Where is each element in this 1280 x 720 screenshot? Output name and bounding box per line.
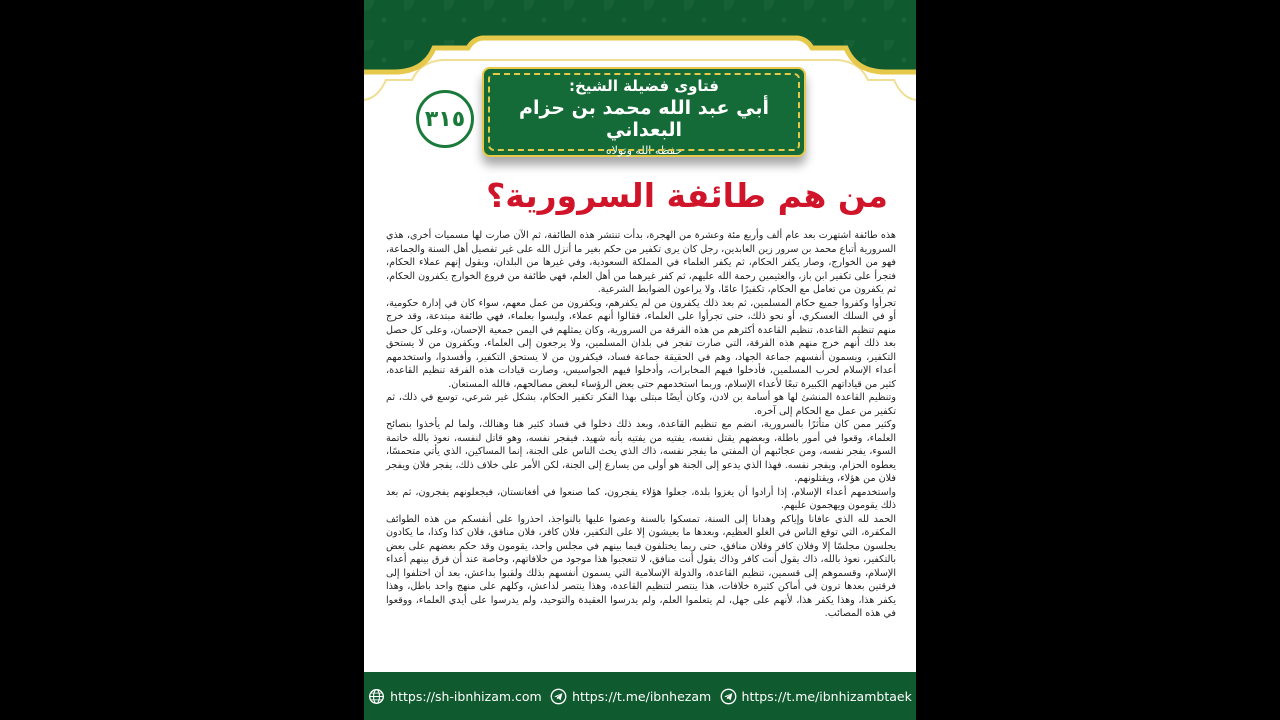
title-plaque xyxy=(482,67,806,157)
fatwa-page xyxy=(364,0,916,720)
answer-body xyxy=(386,229,896,621)
link-text: https://t.me/ibnhezam xyxy=(572,688,712,704)
link-text: https://sh-ibnhizam.com xyxy=(390,688,542,704)
paragraph: واستخدمهم أعداء الإسلام، إذا أرادوا أن يغزوا بلدة، جعلوا هؤلاء يفجرون، كما صنعوا في أفغانستان، فيجعلونهم يفجرون، ثم بعد ذلك يقومون ويهجمون عليهم. xyxy=(386,486,896,511)
paragraph: هذه طائفة اشتهرت بعد عام ألف وأربع مئة وعشرة من الهجرة، بدأت تنتشر هذه الطائفة، ثم الآن صارت لها مسميات أخرى، هذي السرورية أتباع محمد بن سرور زين العابدين، رجل كان يرى تكفير من حكم بغير ما أنزل الله على غير تفصيل أهل السنة والجماعة، فهو من الخوارج، وصار يكفر الحكام، ثم يكفر العلماء في المملكة السعودية، وفي غيرها من البلدان، ويقول إنهم عملاء الحكام، فتجرأ على تكفير ابن باز، والعثيمين رحمة الله عليهم، ثم كفر غيرهما من أهل العلم، فهي طائفة من فروع الخوارج يكفرون الحكام، ثم يكفرون من تعامل مع الحكام، تكفيرًا عامًا، ولا يراعون الضوابط الشرعية. xyxy=(386,230,896,295)
telegram-link-1[interactable] xyxy=(550,688,711,705)
link-text: https://t.me/ibnhizambtaek xyxy=(741,688,912,704)
paragraph: وتنظيم القاعدة المنشئ لها هو أسامة بن لادن، وكان أيضًا مبتلى بهذا الفكر تكفير الحكام، بشكل غير شرعي، توسع في ذلك، ثم تكفير من عمل مع الحكام إلى آخره. xyxy=(386,392,896,417)
globe-icon xyxy=(368,688,385,705)
sheikh-name: أبي عبد الله محمد بن حزام البعداني xyxy=(519,97,769,141)
plaque-heading: فتاوى فضيلة الشيخ: xyxy=(568,77,719,95)
sheikh-honorific: حفظه الله وتولاه xyxy=(605,144,683,157)
telegram-link-2[interactable] xyxy=(720,688,912,705)
telegram-icon xyxy=(720,688,737,705)
telegram-icon xyxy=(550,688,567,705)
paragraph: وكثير ممن كان متأثرًا بالسرورية، انضم مع تنظيم القاعدة، وبعد ذلك دخلوا في فساد كثير هنا وهنالك، ولما لم يأخذوا بنصائح العلماء، وقعوا في أمور باطلة، وبعضهم يقتل نفسه، يفتيه من يفتيه بأنه شهيد. فيفجر نفسه، وهو قاتل لنفسه، نعوذ بالله خاتمة السوء، يفجر نفسه، ومن عجائبهم أن المفتي ما يفجر نفسه، ذاك الذي يحث الناس على الجنة، إنما المساكين، الذي يأتي متحمسًا، يعطوه الحزام، ويفجر نفسه. فهذا الذي يدعو إلى الجنة هو أولى من يسارع إلى الجنة، لكن الأمر على خلاف ذلك، يفجر فلان ويفجر فلان من هؤلاء، ويقتلونهم. xyxy=(386,419,896,484)
paragraph: تجرأوا وكفروا جميع حكام المسلمين، ثم بعد ذلك يكفرون من لم يكفرهم، ويكفرون من عمل معهم، سواء كان في إدارة حكومية، أو في السلك العسكري، أو نحو ذلك، حتى تجرأوا على العلماء، فقالوا أنهم عملاء، وليسوا بعلماء، فهي طائفة مبتدعة، وقد خرج منهم تنظيم القاعدة، تنظيم القاعدة أكثرهم من هذه الفرقة من السرورية، وكان يمثلهم في اليمن جمعية الإحسان، وعلى كل حصل بعد ذلك أنهم خرج منهم هذه الفرقة، التي صارت تفجر في بلدان المسلمين، ولا يرجعون إلى العلماء، ويكفرون من لا يستحق التكفير، ويسمون أنفسهم جماعة الجهاد، وهم في الحقيقة جماعة فساد، فيكفرون من لا يستحق التكفير، وأفسدوا، واستخدمهم أعداء الإسلام لحرب المسلمين، فأدخلوا فيهم المخابرات، وأدخلوا فيهم الجواسيس، وصارت قيادات هذه الفرقة تنظيم القاعدة، كثير من قياداتهم الكبيرة تبعًا لأعداء الإسلام، وربما استخدمهم حتى بعض الرؤساء لبعض مصالحهم، فالله المستعان. xyxy=(386,297,896,390)
paragraph: الحمد لله الذي عافانا وإياكم وهدانا إلى السنة، تمسكوا بالسنة وعضوا عليها بالنواجذ، احذروا على أنفسكم من هذه الطوائف المكفرة، التي توقع الناس في الغلو العظيم، وبعدها ما يعيشون إلا على التكفير، فلان كافر، فلان منافق، فلان كذا وكذا، ما يكادون يجلسون مجلسًا إلا وفلان كافر وفلان منافق، حتى ربما يختلفون فيما بينهم في مجلس واحد، يقومون وقد حكم بعضهم على بعض بالتكفير، نعوذ بالله، ذاك يقول أنت كافر وذاك يقول أنت منافق، لا تتعجبوا هذا موجود من خلافاتهم، وخاصة عند أن فرق بينهم أعداء الإسلام، وقسموهم إلى قسمين، تنظيم القاعدة، والدولة الإسلامية التي يسمون أنفسهم بذلك ولقبوا بداعش، بعد أن اختلفوا إلى فرقتين بعدها ترون في أماكن كثيرة خلافات، هذا ينتصر لتنظيم القاعدة، وهذا ينتصر لداعش، وكلهم على منهج واحد باطل، وهذا يكفر هذا، وهذا يكفر هذا، لأنهم على جهل، لم يتعلموا العلم، ولم يدرسوا العقيدة والتوحيد، ولم يدرسوا على أيدي العلماء، ووقعوا في هذه المصائب. xyxy=(386,513,896,619)
footer-links xyxy=(364,672,916,720)
fatwa-number-badge: ٣١٥ xyxy=(416,90,474,148)
website-link[interactable] xyxy=(368,688,542,705)
question-title: من هم طائفة السرورية؟ xyxy=(486,176,888,215)
